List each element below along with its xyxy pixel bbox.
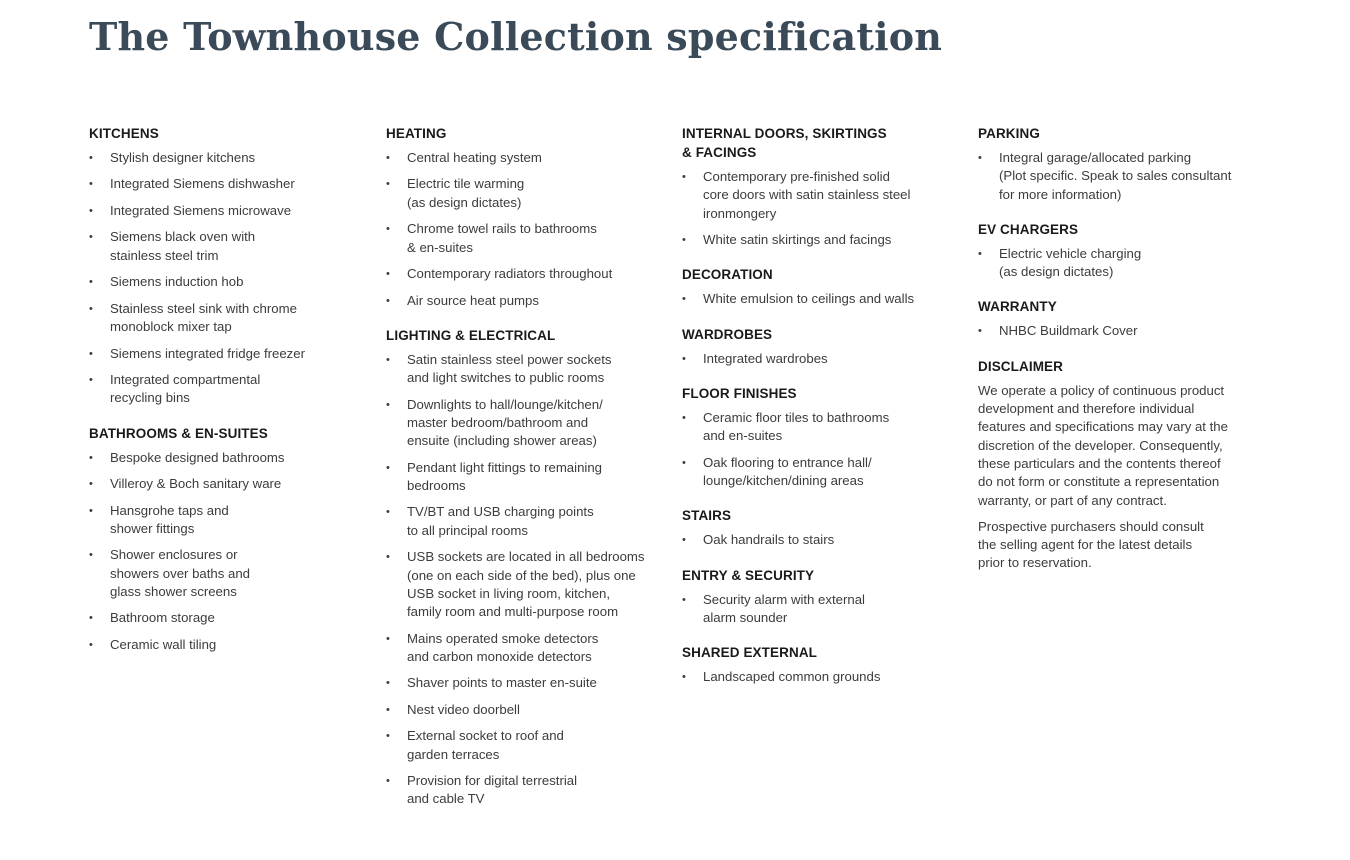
spec-list [682,531,952,549]
spec-list [978,245,1248,282]
spec-list-item: • Integrated wardrobes [682,350,952,368]
section-heading: INTERNAL DOORS, SKIRTINGS & FACINGS [682,126,887,160]
spec-list [682,591,952,628]
section-stairs [682,506,952,549]
spec-list-item: • TV/BT and USB charging points to all principal rooms [386,503,656,540]
spec-list [89,149,359,408]
spec-list-item: • Electric tile warming (as design dictates) [386,175,656,212]
spec-list-item: • USB sockets are located in all bedrooms (one on each side of the bed), plus one USB socket in living room, kitchen, family room and multi-purpose room [386,548,656,621]
spec-list-item: • Shaver points to master en-suite [386,674,656,692]
spec-list [386,149,656,310]
section-heading: LIGHTING & ELECTRICAL [386,327,556,343]
section-heading: SHARED EXTERNAL [682,645,818,661]
spec-list-item: • Security alarm with external alarm sounder [682,591,952,628]
spec-list-item: • External socket to roof and garden terraces [386,727,656,764]
section-heading: KITCHENS [89,126,159,141]
spec-list-item: • Central heating system [386,149,656,167]
spec-list-item: • Contemporary radiators throughout [386,265,656,283]
spec-list-item: • Contemporary pre-finished solid core doors with satin stainless steel ironmongery [682,168,952,223]
spec-list [682,409,952,490]
spec-list-item: • Landscaped common grounds [682,668,952,686]
spec-column-2 [386,124,656,825]
spec-list-item: • Shower enclosures or showers over baths and glass shower screens [89,546,359,601]
spec-list-item: • Nest video doorbell [386,701,656,719]
spec-list-item: • Stylish designer kitchens [89,149,359,167]
section-heading: HEATING [386,126,447,141]
section-heading: DISCLAIMER [978,358,1063,374]
spec-list [682,668,952,686]
spec-list-item: • Chrome towel rails to bathrooms & en-suites [386,220,656,257]
spec-list [682,168,952,249]
spec-list-item: • Integral garage/allocated parking (Plot specific. Speak to sales consultant for more information) [978,149,1248,204]
section-wardrobes [682,325,952,368]
spec-list-item: • Siemens integrated fridge freezer [89,345,359,363]
disclaimer-paragraph: Prospective purchasers should consult the selling agent for the latest details prior to reservation. [978,518,1204,571]
section-kitchens [89,124,359,408]
spec-list-item: • Bathroom storage [89,609,359,627]
section-heading: ENTRY & SECURITY [682,567,815,583]
spec-list-item: • White satin skirtings and facings [682,231,952,249]
spec-list-item: • NHBC Buildmark Cover [978,322,1248,340]
spec-list [386,351,656,809]
spec-list-item: • Ceramic wall tiling [89,636,359,654]
spec-list-item: • Hansgrohe taps and shower fittings [89,502,359,539]
spec-list-item: • Pendant light fittings to remaining bedrooms [386,459,656,496]
section-heading: FLOOR FINISHES [682,385,797,401]
spec-list-item: • Mains operated smoke detectors and carbon monoxide detectors [386,630,656,667]
section-warranty [978,297,1248,340]
section-heating [386,124,656,310]
spec-list-item: • Downlights to hall/lounge/kitchen/ master bedroom/bathroom and ensuite (including shower areas) [386,396,656,451]
disclaimer-paragraph: We operate a policy of continuous product development and therefore individual features and specifications may vary at the discretion of the developer. Consequently, these particulars and the contents thereof do not form or constitute a representation warranty, or part of any contract. [978,382,1228,508]
spec-list-item: • Oak flooring to entrance hall/ lounge/kitchen/dining areas [682,454,952,491]
section-heading: WARDROBES [682,326,773,342]
spec-list-item: • White emulsion to ceilings and walls [682,290,952,308]
section-entry-and-security [682,566,952,628]
spec-list-item: • Electric vehicle charging (as design dictates) [978,245,1248,282]
spec-list [682,350,952,368]
section-heading: PARKING [978,126,1040,141]
spec-list-item: • Air source heat pumps [386,292,656,310]
section-heading: STAIRS [682,508,732,524]
spec-list-item: • Integrated Siemens dishwasher [89,175,359,193]
spec-list [978,322,1248,340]
spec-column-3 [682,124,952,703]
spec-list-item: • Bespoke designed bathrooms [89,449,359,467]
section-internal-doors-skirtings-and-facings [682,124,952,249]
spec-list [89,449,359,655]
spec-list-item: • Integrated compartmental recycling bins [89,371,359,408]
section-disclaimer [978,357,1248,573]
section-heading: EV CHARGERS [978,221,1079,237]
spec-list-item: • Villeroy & Boch sanitary ware [89,475,359,493]
spec-list-item: • Integrated Siemens microwave [89,202,359,220]
spec-list-item: • Siemens black oven with stainless steel trim [89,228,359,265]
spec-list-item: • Ceramic floor tiles to bathrooms and en-suites [682,409,952,446]
section-heading: DECORATION [682,267,773,283]
section-decoration [682,265,952,308]
section-shared-external [682,643,952,686]
spec-list-item: • Provision for digital terrestrial and cable TV [386,772,656,809]
section-parking [978,124,1248,204]
spec-list [682,290,952,308]
section-heading: BATHROOMS & EN-SUITES [89,425,268,441]
spec-list-item: • Oak handrails to stairs [682,531,952,549]
section-lighting-and-electrical [386,326,656,809]
spec-list [978,149,1248,204]
section-ev-chargers [978,220,1248,282]
page-title: The Townhouse Collection specification [89,14,943,59]
spec-list-item: • Siemens induction hob [89,273,359,291]
spec-list-item: • Satin stainless steel power sockets and light switches to public rooms [386,351,656,388]
spec-list-item: • Stainless steel sink with chrome monoblock mixer tap [89,300,359,337]
section-floor-finishes [682,384,952,490]
section-bathrooms-and-en-suites [89,424,359,655]
spec-column-1 [89,124,359,670]
spec-column-4 [978,124,1248,589]
section-heading: WARRANTY [978,299,1057,315]
